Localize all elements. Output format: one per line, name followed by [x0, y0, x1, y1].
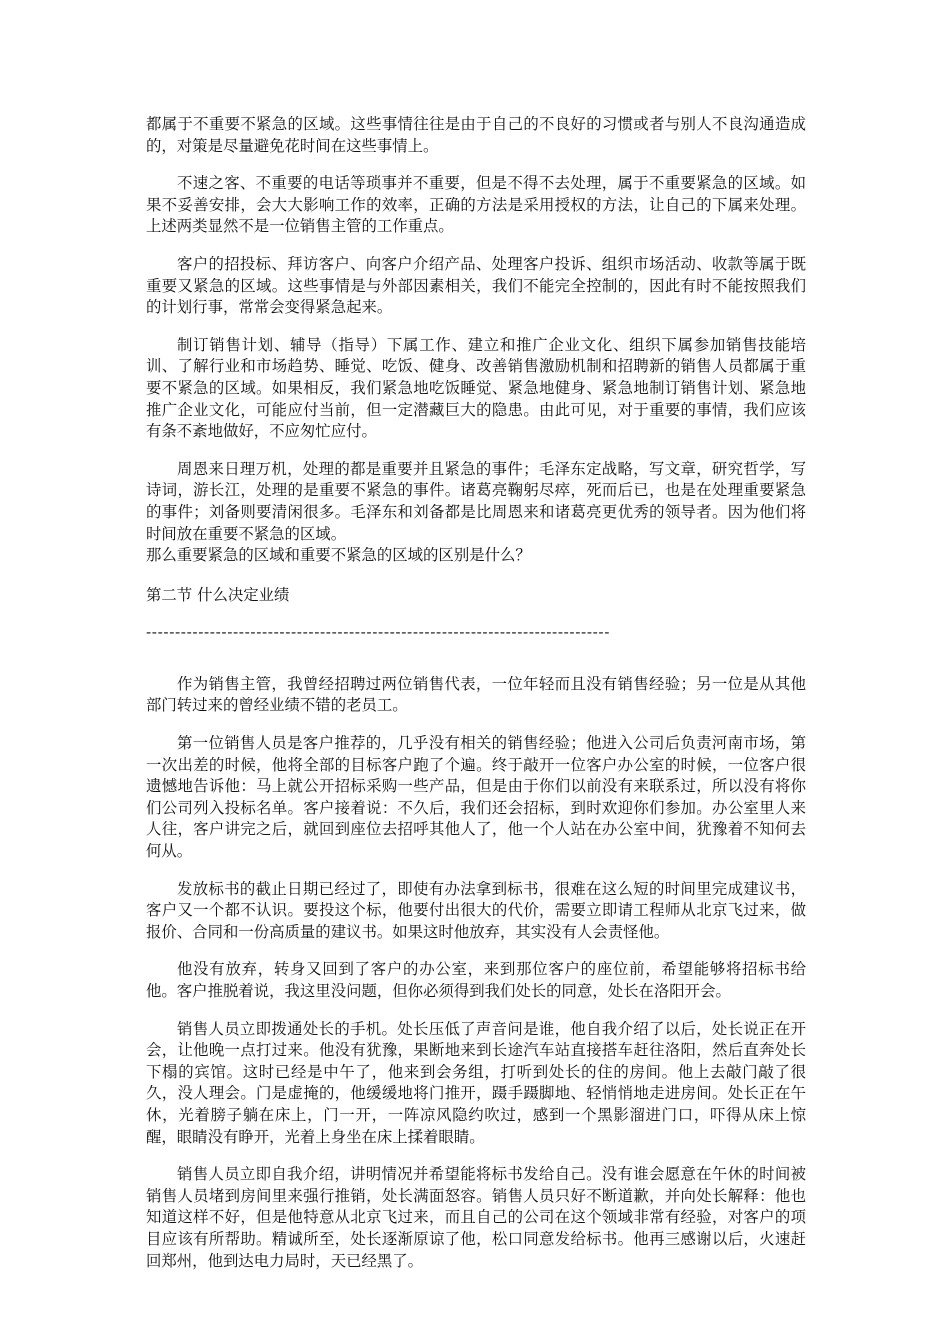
paragraph-important-not-urgent: 制订销售计划、辅导（指导）下属工作、建立和推广企业文化、组织下属参加销售技能培训、了解行业和市场趋势、睡觉、吃饭、健身、改善销售激励机制和招聘新的销售人员都属于重要不紧急的区域。如果相反，我们紧急地吃饭睡觉、紧急地健身、紧急地制订销售计划、紧急地推广企业文化，可能应付当前，但一定潜藏巨大的隐患。由此可见，对于重要的事情，我们应该有条不紊地做好，不应匆忙应付。: [146, 335, 806, 441]
document-page: [146, 114, 806, 1288]
paragraph-deadline: 发放标书的截止日期已经过了，即使有办法拿到标书，很难在这么短的时间里完成建议书，客户又一个都不认识。要投这个标，他要付出很大的代价，需要立即请工程师从北京飞过来，做报价、合同和一份高质量的建议书。如果这时他放弃，其实没有人会责怪他。: [146, 879, 806, 941]
paragraph-first-rep: 第一位销售人员是客户推荐的，几乎没有相关的销售经验；他进入公司后负责河南市场，第一次出差的时候，他将全部的目标客户跑了个遍。终于敲开一位客户办公室的时候，一位客户很遗憾地告诉他：马上就公开招标采购一些产品，但是由于你们以前没有来联系过，所以没有将你们公司列入投标名单。客户接着说：不久后，我们还会招标，到时欢迎你们参加。办公室里人来人往，客户讲完之后，就回到座位去招呼其他人了，他一个人站在办公室中间，犹豫着不知何去何从。: [146, 734, 806, 861]
question-line: 那么重要紧急的区域和重要不紧急的区域的区别是什么？: [146, 546, 531, 565]
paragraph-important-urgent: 客户的招投标、拜访客户、向客户介绍产品、处理客户投诉、组织市场活动、收款等属于既重要又紧急的区域。这些事情是与外部因素相关，我们不能完全控制的，因此有时不能按照我们的计划行事，常常会变得紧急起来。: [146, 254, 806, 317]
section-heading: 第二节 什么决定业绩: [146, 585, 290, 604]
paragraph-introduction: 销售人员立即自我介绍，讲明情况并希望能将标书发给自己。没有谁会愿意在午休的时间被销售人员堵到房间里来强行推销，处长满面怒容。销售人员只好不断道歉，并向处长解释：他也知道这样不好，但是他特意从北京飞过来，而且自己的公司在这个领域非常有经验，对客户的项目应该有所帮助。精诚所至，处长逐渐原谅了他，松口同意发给标书。他再三感谢以后，火速赶回郑州，他到达电力局时，天已经黑了。: [146, 1165, 806, 1270]
paragraph-leaders-example: 周恩来日理万机，处理的都是重要并且紧急的事件；毛泽东定战略，写文章，研究哲学，写诗词，游长江，处理的是重要不紧急的事件。诸葛亮鞠躬尽瘁，死而后已，也是在处理重要紧急的事件；刘备则要清闲很多。毛泽东和刘备都是比周恩来和诸葛亮更优秀的领导者。因为他们将时间放在重要不紧急的区域。: [146, 459, 806, 543]
paragraph-unimportant-urgent: 不速之客、不重要的电话等琐事并不重要，但是不得不去处理，属于不重要紧急的区域。如果不妥善安排，会大大影响工作的效率，正确的方法是采用授权的方法，让自己的下属来处理。上述两类显然不是一位销售主管的工作重点。: [146, 174, 806, 236]
paragraph-continuation: 都属于不重要不紧急的区域。这些事情往往是由于自己的不良好的习惯或者与别人不良沟通造成的，对策是尽量避免花时间在这些事情上。: [146, 115, 806, 155]
paragraph-call-director: 销售人员立即拨通处长的手机。处长压低了声音问是谁，他自我介绍了以后，处长说正在开会，让他晚一点打过来。他没有犹豫，果断地来到长途汽车站直接搭车赶往洛阳，然后直奔处长下榻的宾馆。这时已经是中午了，他来到会务组，打听到处长的住的房间。他上去敲门敲了很久，没人理会。门是虚掩的，他缓缓地将门推开，蹑手蹑脚地、轻悄悄地走进房间。处长正在午休，光着膀子躺在床上，门一开，一阵凉风隐约吹过，感到一个黑影溜进门口，吓得从床上惊醒，眼睛没有睁开，光着上身坐在床上揉着眼睛。: [146, 1019, 806, 1146]
paragraph-no-give-up: 他没有放弃，转身又回到了客户的办公室，来到那位客户的座位前，希望能够将招标书给他。客户推脱着说，我这里没问题，但你必须得到我们处长的同意，处长在洛阳开会。: [146, 960, 806, 1000]
paragraph-two-reps: 作为销售主管，我曾经招聘过两位销售代表，一位年轻而且没有销售经验；另一位是从其他部门转过来的曾经业绩不错的老员工。: [146, 674, 806, 715]
separator-line: --------------------------------------------------------------------------------: [146, 623, 611, 642]
